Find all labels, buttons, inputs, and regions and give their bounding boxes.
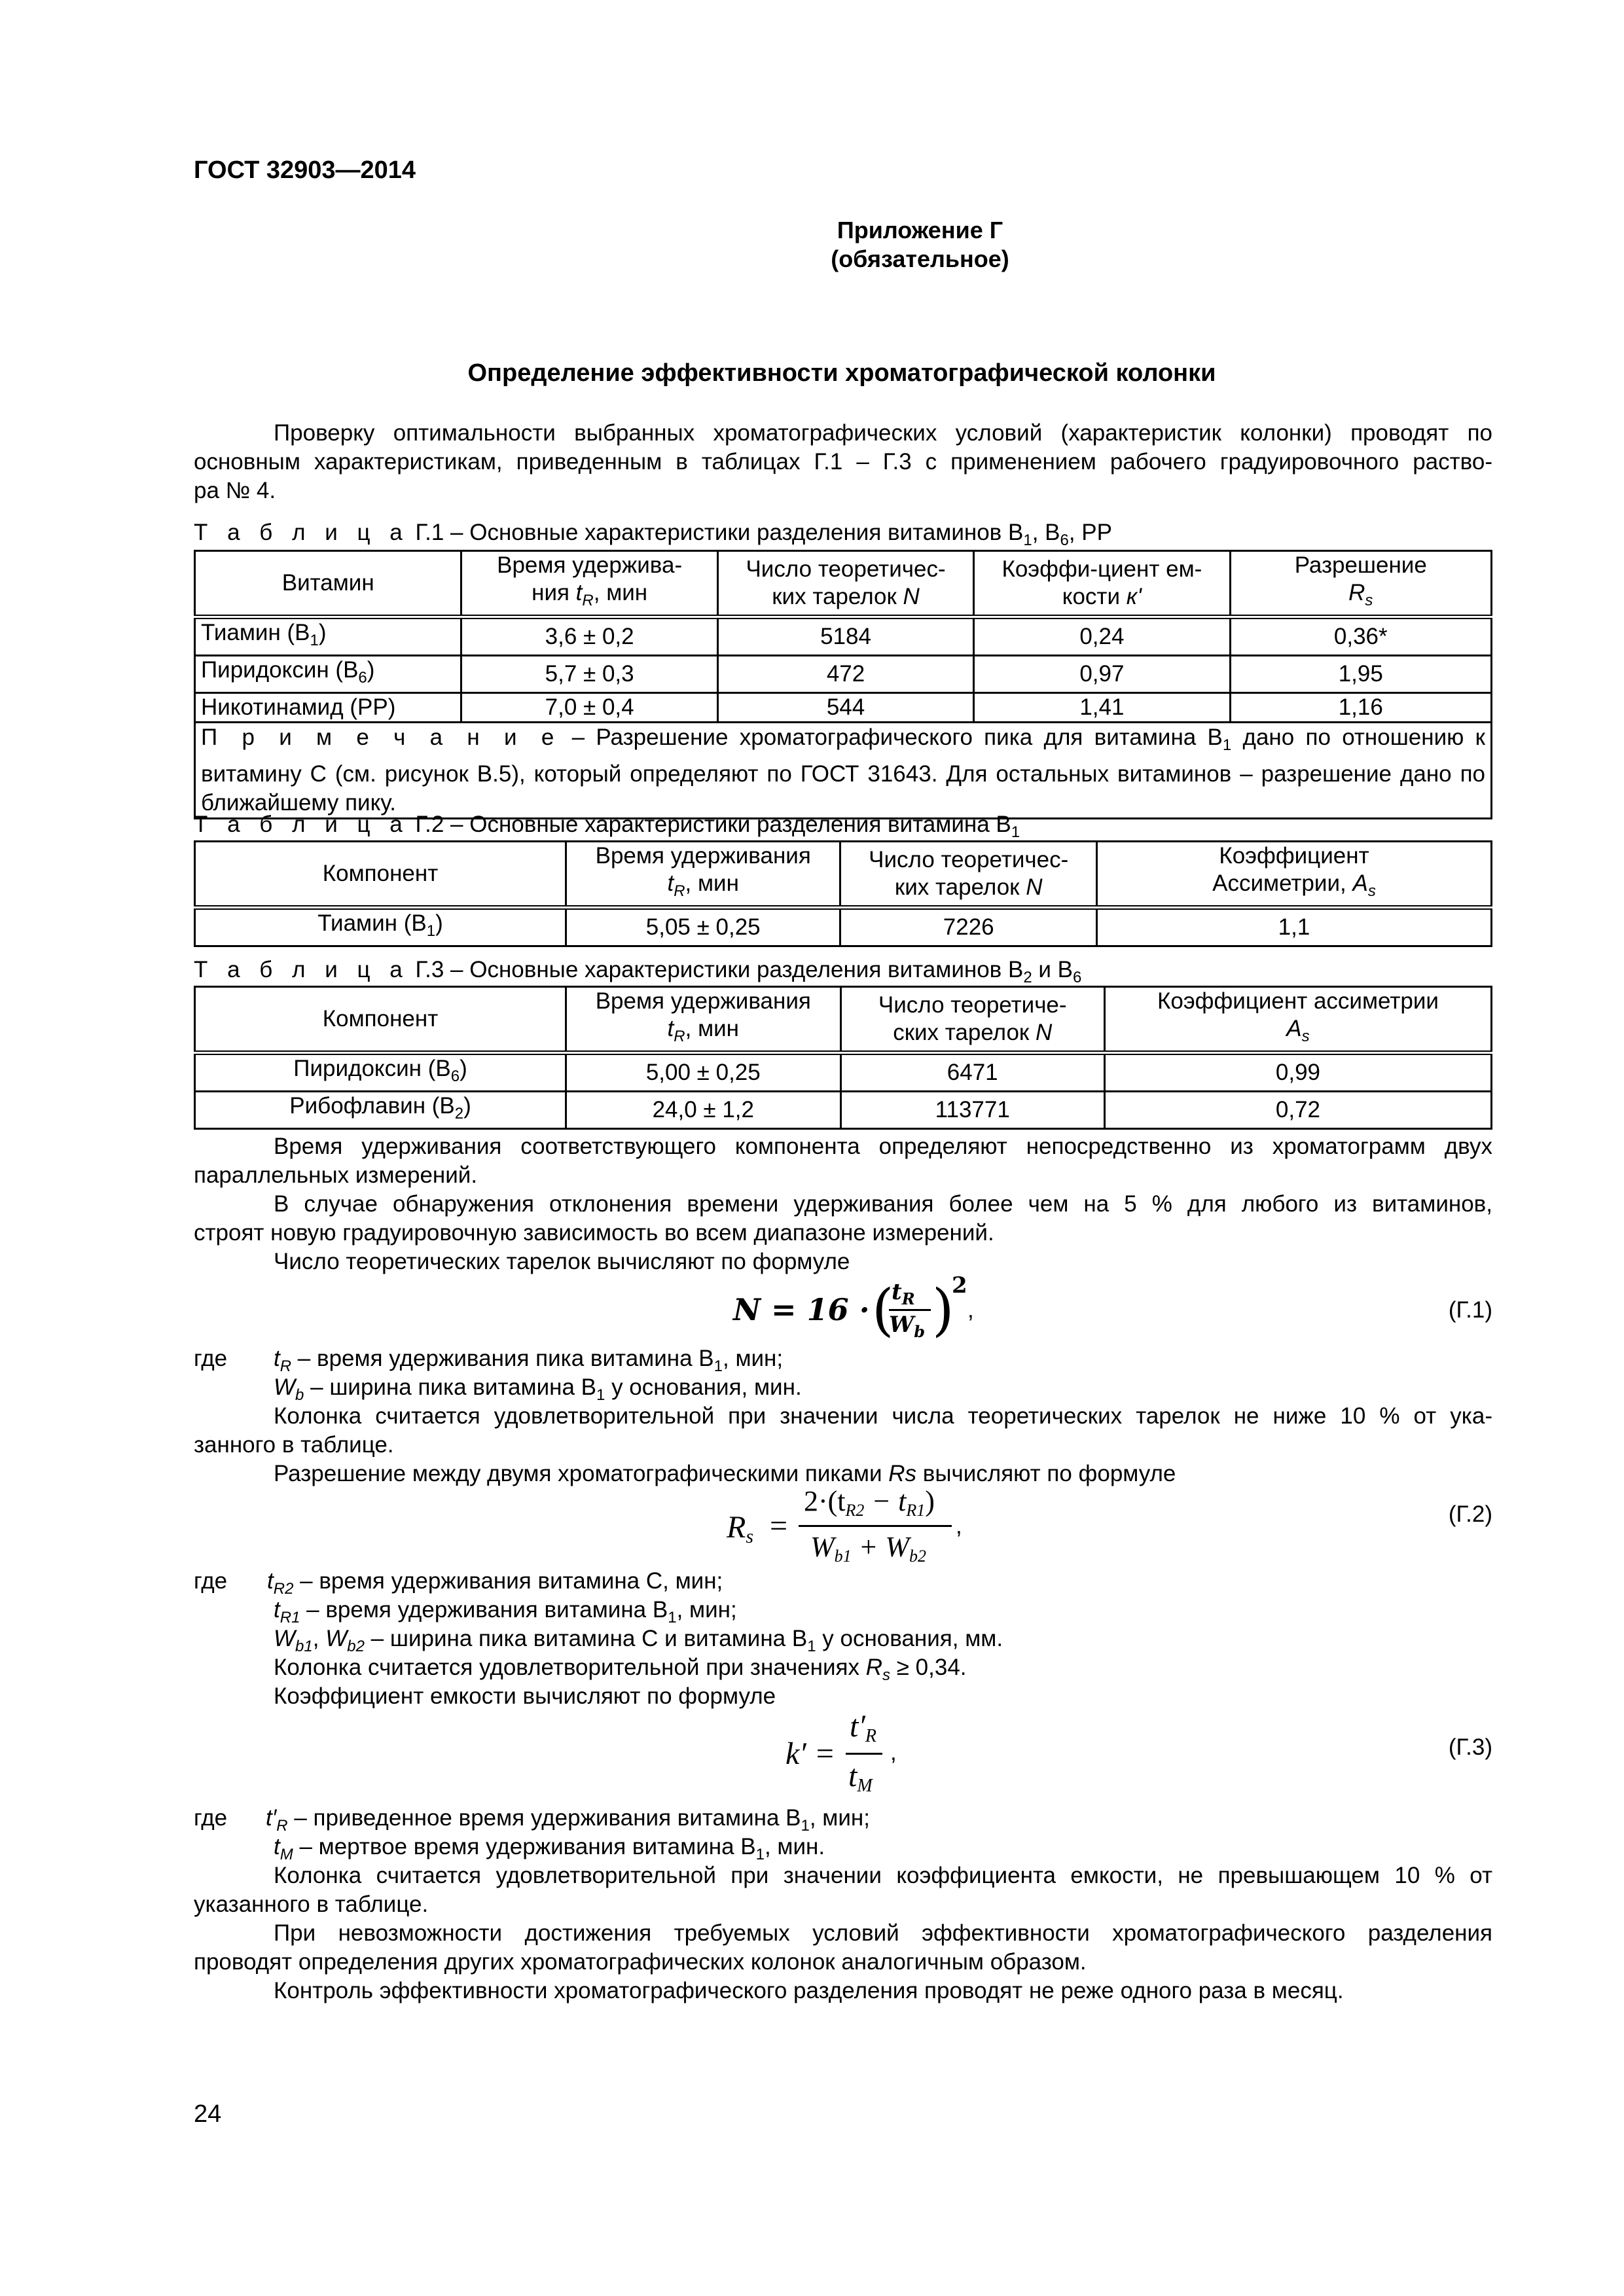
table1-cell-time: 3,6 ± 0,2 [461,617,717,656]
standard-header: ГОСТ 32903—2014 [194,156,416,184]
table3-header-row [195,987,1492,1053]
where-label-3: где [194,1805,228,1831]
table-row [195,617,1492,656]
paragraph-2-line-1: В случае обнаружения отклонения времени удерживания более чем на 5 % для любого из витаминов, [274,1191,1492,1217]
table-row [195,1053,1492,1092]
intro-line-3: ра № 4. [194,478,276,503]
paragraph-3: Число теоретических тарелок вычисляют по формуле [274,1249,850,1274]
table1-header-resolution: Разрешение $R_s$ [1230,551,1491,617]
paragraph-7: Коэффициент емкости вычисляют по формуле [274,1683,776,1709]
table-row [195,693,1492,723]
formula-g3: k′ = $t'_R$ $t_M$ , [785,1709,897,1796]
table1-cell-plates: 544 [717,693,973,723]
table3-cell-name: Рибофлавин $(B_2)$ [195,1092,566,1129]
table1-cell-resolution: 1,95 [1230,656,1491,693]
table1-header-plates: Число теоретичес- ких тарелок N [717,551,973,617]
table1-cell-name: Тиамин $(B_1)$ [195,617,461,656]
table3 [194,986,1492,1130]
table1-cell-name: Никотинамид (PP) [195,693,461,723]
table2-header-asymmetry: Коэффициент Ассиметрии, $A_s$ [1096,842,1491,908]
paragraph-8-line-2: указанного в таблице. [194,1892,429,1917]
table2-cell-plates: 7226 [840,908,1097,946]
table2-cell-time: 5,05 ± 0,25 [566,908,840,946]
table3-cell-asymmetry: 0,72 [1104,1092,1491,1129]
table1-cell-resolution: 0,36* [1230,617,1491,656]
table1-header-row [195,551,1492,617]
table1-cell-resolution: 1,16 [1230,693,1491,723]
f3-definition-1: $t'_R$ – приведенное время удерживания витамина $B_1$, мин; [266,1805,870,1835]
table1-cell-time: 7,0 ± 0,4 [461,693,717,723]
table3-cell-asymmetry: 0,99 [1104,1053,1491,1092]
table1-note-row [195,723,1492,819]
paragraph-8-line-1: Колонка считается удовлетворительной при значении коэффициента емкости, не превышающем 10 % от [274,1863,1492,1888]
paragraph-6: Колонка считается удовлетворительной при значениях $R_s \ge 0,34$. [274,1655,967,1684]
appendix-status: (обязательное) [831,245,1009,272]
table1-cell-capacity: 0,24 [974,617,1230,656]
table1-cell-time: 5,7 ± 0,3 [461,656,717,693]
paragraph-2-line-2: строят новую градуировочную зависимость во всем диапазоне измерений. [194,1220,994,1246]
table1-header-vitamin: Витамин [195,551,461,617]
table1-cell-name: Пиридоксин $(B_6)$ [195,656,461,693]
table-row [195,908,1492,946]
table3-header-component: Компонент [195,987,566,1053]
paragraph-4-line-2: занного в таблице. [194,1432,394,1458]
paragraph-1-line-1: Время удерживания соответствующего компонента определяют непосредственно из хроматограмм двух [274,1134,1492,1159]
table1-cell-plates: 472 [717,656,973,693]
table3-caption: Т а б л и ц а Г.3 – Основные характеристики разделения витаминов $B_2$ и $B_6$ [194,957,1082,986]
table2-caption: Т а б л и ц а Г.2 – Основные характеристики разделения витамина $B_1$ [194,812,1020,841]
table2-header-time: Время удерживания $t_R$, мин [566,842,840,908]
table3-cell-time: 5,00 ± 0,25 [566,1053,840,1092]
table-row [195,656,1492,693]
f1-definition-1: $t_R$ – время удерживания пика витамина $B_1$, мин; [274,1346,784,1375]
table1 [194,550,1492,819]
table2-header-row [195,842,1492,908]
appendix-title: Приложение Г [837,217,1003,243]
paragraph-10: Контроль эффективности хроматографического разделения проводят не реже одного раза в месяц. [274,1978,1344,2003]
paragraph-4-line-1: Колонка считается удовлетворительной при значении числа теоретических тарелок не ниже 10 % от ука- [274,1403,1492,1429]
section-title: Определение эффективности хроматографической колонки [467,359,1216,387]
f2-definition-1: $t_{R2}$ – время удерживания витамина С, мин; [267,1568,723,1598]
table2-cell-name: Тиамин $(B_1)$ [195,908,566,946]
table2 [194,840,1492,947]
table2-cell-asymmetry: 1,1 [1096,908,1491,946]
formula-g1-tag: (Г.1) [1448,1297,1492,1323]
where-label-1: где [194,1346,228,1371]
table3-cell-name: Пиридоксин $(B_6)$ [195,1053,566,1092]
f2-definition-3: $W_{b1}$, $W_{b2}$ – ширина пика витамина С и витамина $B_1$ у основания, мм. [274,1626,1003,1655]
formula-g2-tag: (Г.2) [1448,1501,1492,1527]
f2-definition-2: $t_{R1}$ – время удерживания витамина $B_1$, мин; [274,1597,737,1626]
table3-cell-plates: 113771 [840,1092,1104,1129]
table3-header-plates: Число теоретиче- ских тарелок N [840,987,1104,1053]
where-label-2: где [194,1568,228,1594]
table1-header-capacity: Коэффи-циент ем- кости к' [974,551,1230,617]
table1-cell-capacity: 0,97 [974,656,1230,693]
table3-cell-time: 24,0 ± 1,2 [566,1092,840,1129]
page-number: 24 [194,2100,222,2128]
formula-g2: $R_s$ = $2\cdot(t_{R2} - t_{R1})$ $W_{b1} + W_{b2}$ , [727,1485,962,1566]
table3-header-asymmetry: Коэффициент ассиметрии $A_s$ [1104,987,1491,1053]
table1-caption: Т а б л и ц а Г.1 – Основные характеристики разделения витаминов $B_1$, $B_6$, PP [194,520,1112,549]
paragraph-9-line-2: проводят определения других хроматографических колонок аналогичным образом. [194,1949,1087,1975]
table1-cell-capacity: 1,41 [974,693,1230,723]
paragraph-1-line-2: параллельных измерений. [194,1162,478,1188]
table3-header-time: Время удерживания $t_R$, мин [566,987,840,1053]
table1-cell-plates: 5184 [717,617,973,656]
paragraph-9-line-1: При невозможности достижения требуемых условий эффективности хроматографического разделения [274,1920,1492,1946]
intro-line-2: основным характеристикам, приведенным в таблицах Г.1 – Г.3 с применением рабочего градуировочного раство- [194,449,1492,475]
table2-header-component: Компонент [195,842,566,908]
table2-header-plates: Число теоретичес- ких тарелок N [840,842,1097,908]
table1-note: П р и м е ч а н и е – Разрешение хроматографического пика для витамина $B_1$ дано по отношению к витамину С (см. рисунок В.5), который определяют по ГОСТ 31643. Для остальных витаминов – разрешение дано по ближайшему пику. [195,723,1492,819]
table1-header-time: Время удержива- ния $t_R$, мин [461,551,717,617]
f3-definition-2: $t_M$ – мертвое время удерживания витамина $B_1$, мин. [274,1834,825,1863]
table-row [195,1092,1492,1129]
f1-definition-2: $W_b$ – ширина пика витамина $B_1$ у основания, мин. [274,1374,802,1404]
table3-cell-plates: 6471 [840,1053,1104,1092]
paragraph-5: Разрешение между двумя хроматографическими пиками Rs вычисляют по формуле [274,1461,1176,1486]
intro-line-1: Проверку оптимальности выбранных хроматографических условий (характеристик колонки) проводят по [274,420,1492,446]
formula-g3-tag: (Г.3) [1448,1734,1492,1760]
